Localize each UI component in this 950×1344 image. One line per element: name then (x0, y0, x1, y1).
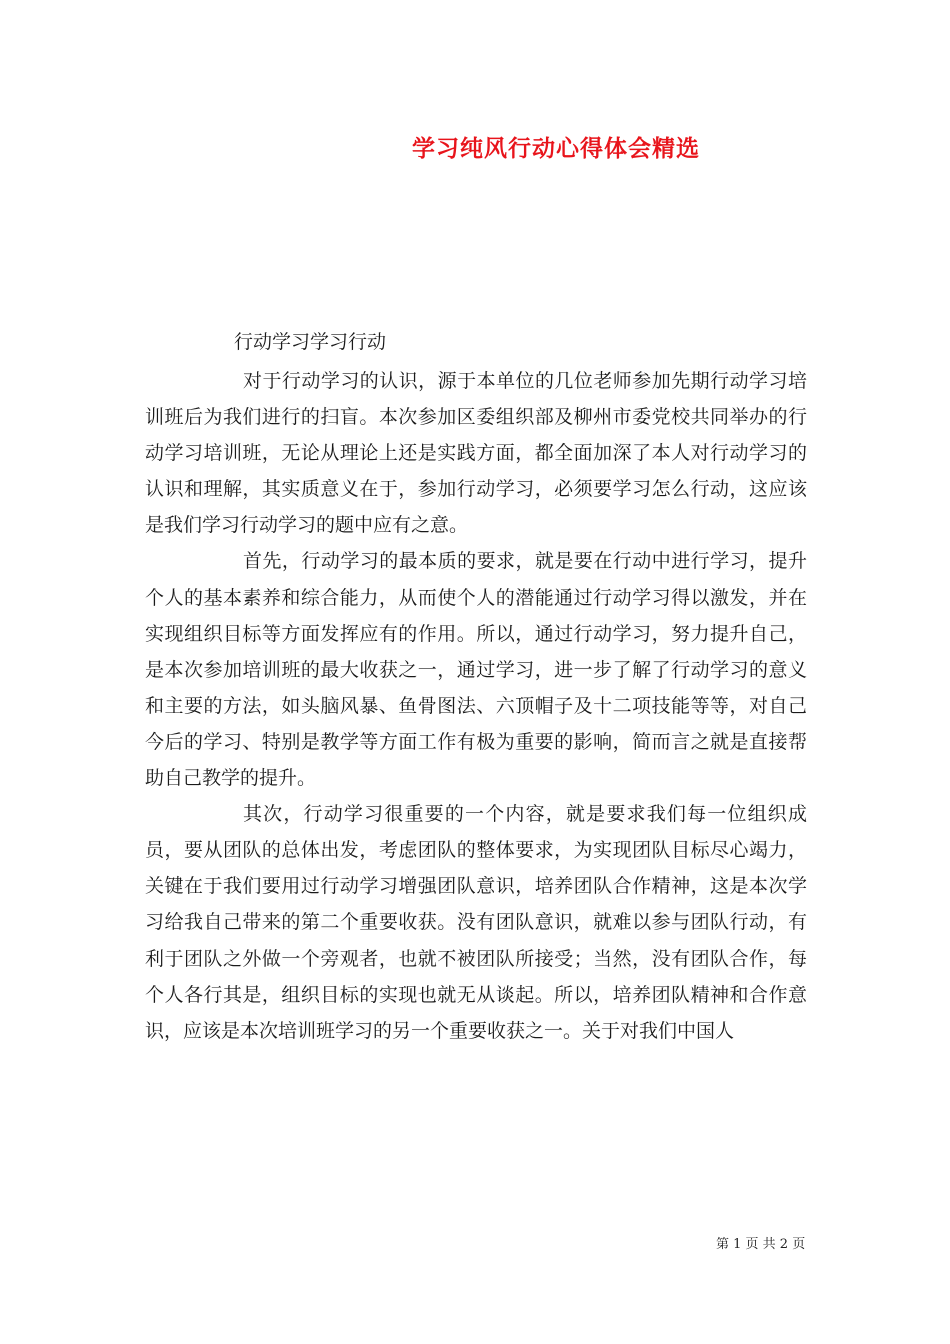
paragraph-2: 首先，行动学习的最本质的要求，就是要在行动中进行学习，提升个人的基本素养和综合能力，从而使个人的潜能通过行动学习得以激发，并在实现组织目标等方面发挥应有的作用。所以，通过行动学习，努力提升自己，是本次参加培训班的最大收获之一，通过学习，进一步了解了行动学习的意义和主要的方法，如头脑风暴、鱼骨图法、六顶帽子及十二项技能等等，对自己今后的学习、特别是教学等方面工作有极为重要的影响，简而言之就是直接帮助自己教学的提升。 (145, 550, 807, 790)
page-number-footer: 第 1 页 共 2 页 (716, 1237, 806, 1252)
document-body (145, 363, 807, 1049)
document-subtitle: 行动学习学习行动 (234, 331, 387, 353)
paragraph-3: 其次，行动学习很重要的一个内容，就是要求我们每一位组织成员，要从团队的总体出发，考虑团队的整体要求，为实现团队目标尽心竭力，关键在于我们要用过行动学习增强团队意识，培养团队合作精神，这是本次学习给我自己带来的第二个重要收获。没有团队意识，就难以参与团队行动，有利于团队之外做一个旁观者，也就不被团队所接受；当然，没有团队合作，每个人各行其是，组织目标的实现也就无从谈起。所以，培养团队精神和合作意识，应该是本次培训班学习的另一个重要收获之一。关于对我们中国人 (145, 803, 807, 1042)
document-title: 学习纯风行动心得体会精选 (412, 135, 700, 162)
paragraph-1: 对于行动学习的认识，源于本单位的几位老师参加先期行动学习培训班后为我们进行的扫盲。本次参加区委组织部及柳州市委党校共同举办的行动学习培训班，无论从理论上还是实践方面，都全面加深了本人对行动学习的认识和理解，其实质意义在于，参加行动学习，必须要学习怎么行动，这应该是我们学习行动学习的题中应有之意。 (145, 370, 807, 537)
